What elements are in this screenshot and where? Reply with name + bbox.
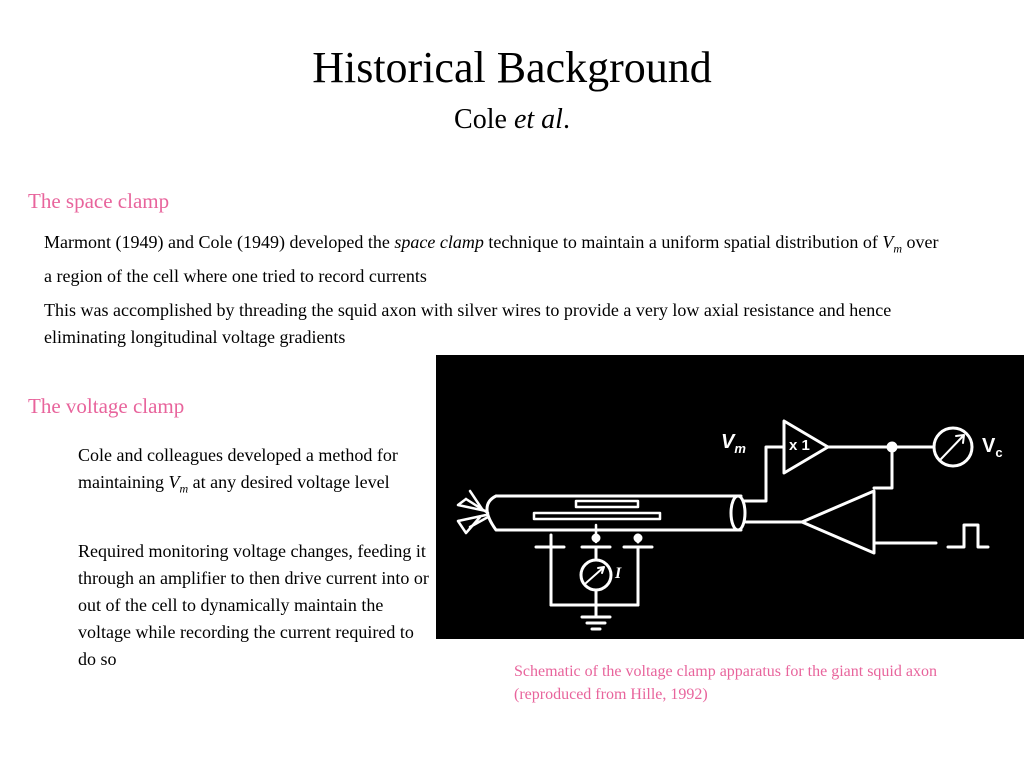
figure-caption: Schematic of the voltage clamp apparatus for the giant squid axon (reproduced from Hille, 1992) — [514, 663, 937, 703]
symbol-v: V — [882, 232, 894, 252]
inner-electrode-top — [576, 501, 638, 507]
text-run: at any desired voltage level — [188, 472, 390, 492]
inner-electrode-bottom — [534, 513, 660, 519]
schematic-drawing — [436, 355, 1024, 639]
subtitle-period: . — [562, 104, 570, 135]
axon-head-icon — [458, 491, 488, 533]
voltage-clamp-paragraph-1 — [78, 442, 398, 503]
space-clamp-heading: The space clamp — [28, 189, 170, 213]
text-run: over a region of the cell where one tried to record currents — [44, 232, 939, 286]
slide-subtitle — [0, 103, 1024, 137]
ground-icon — [582, 617, 610, 629]
label-vc — [982, 435, 1003, 460]
space-clamp-paragraph-2: This was accomplished by threading the squid axon with silver wires to provide a very low axial resistance and hence eliminating longitudinal voltage gradients — [44, 300, 892, 347]
voltage-clamp-paragraph-2: Required monitoring voltage changes, feeding it through an amplifier to then drive current into or out of the cell to dynamically maintain the voltage while recording the current required to do so — [78, 541, 429, 669]
label-vc-main: V — [982, 435, 996, 457]
label-vm — [721, 431, 746, 456]
subtitle-author: Cole — [454, 104, 514, 135]
text-run: Cole and colleagues developed a method for maintaining — [78, 445, 398, 492]
symbol-subscript-m: m — [893, 241, 902, 256]
command-pulse-icon — [948, 525, 988, 547]
voltage-clamp-schematic — [436, 355, 1024, 639]
symbol-v: V — [168, 472, 180, 492]
term-space-clamp: space clamp — [394, 232, 484, 252]
label-vm-sub: m — [734, 441, 746, 456]
label-x1: x 1 — [789, 437, 810, 454]
slide-title: Historical Background — [312, 43, 712, 92]
space-clamp-paragraph-1 — [44, 229, 944, 290]
text-run: technique to maintain a uniform spatial distribution of — [483, 232, 883, 252]
text-run: Marmont (1949) and Cole (1949) developed the — [44, 232, 395, 252]
subtitle-et-al: et al — [513, 104, 563, 135]
voltage-clamp-heading: The voltage clamp — [28, 394, 185, 418]
label-fba: FBA — [830, 513, 859, 529]
label-current: I — [615, 565, 622, 582]
label-vm-main: V — [721, 431, 735, 453]
label-vc-sub: c — [995, 445, 1003, 460]
symbol-subscript-m: m — [179, 481, 189, 496]
